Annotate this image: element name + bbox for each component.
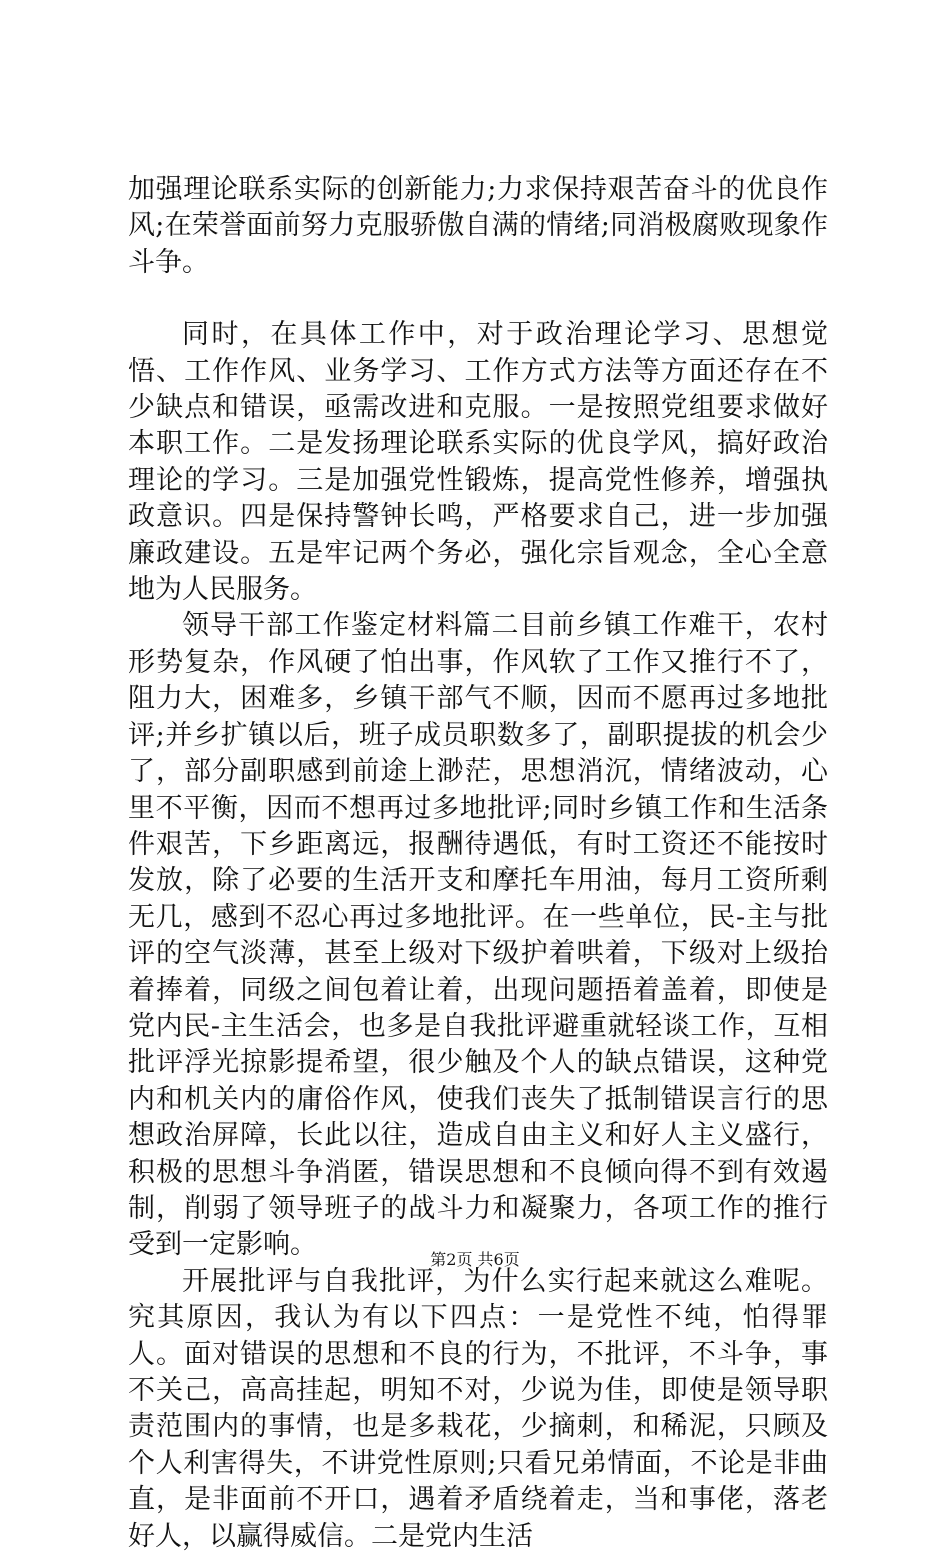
paragraph: 开展批评与自我批评，为什么实行起来就这么难呢。究其原因，我认为有以下四点：一是党性不纯，怕得罪人。面对错误的思想和不良的行为，不批评，不斗争，事不关己，高高挂起，明知不对，少说为佳，即使是领导职责范围内的事情，也是多栽花，少摘刺，和稀泥，只顾及个人利害得失，不讲党性原则;只看兄弟情面，不论是非曲直，是非面前不开口，遇着矛盾绕着走，当和事佬，落老好人，以赢得威信。二是党内生活 xyxy=(128,1265,828,1552)
page-number-footer: 第2页 共6页 xyxy=(430,1250,520,1269)
document-body xyxy=(128,172,828,1555)
paragraph: 领导干部工作鉴定材料篇二目前乡镇工作难干，农村形势复杂，作风硬了怕出事，作风软了工作又推行不了，阻力大，困难多，乡镇干部气不顺，因而不愿再过多地批评;并乡扩镇以后，班子成员职数多了，副职提拔的机会少了，部分副职感到前途上渺茫，思想消沉，情绪波动，心里不平衡，因而不想再过多地批评;同时乡镇工作和生活条件艰苦，下乡距离远，报酬待遇低，有时工资还不能按时发放，除了必要的生活开支和摩托车用油，每月工资所剩无几，感到不忍心再过多地批评。在一些单位，民-主与批评的空气淡薄，甚至上级对下级护着哄着，下级对上级抬着捧着，同级之间包着让着，出现问题捂着盖着，即使是党内民-主生活会，也多是自我批评避重就轻谈工作，互相批评浮光掠影提希望，很少触及个人的缺点错误，这种党内和机关内的庸俗作风，使我们丧失了抵制错误言行的思想政治屏障，长此以往，造成自由主义和好人主义盛行，积极的思想斗争消匿，错误思想和不良倾向得不到有效遏制，削弱了领导班子的战斗力和凝聚力，各项工作的推行受到一定影响。 xyxy=(128,610,828,1261)
paragraph: 加强理论联系实际的创新能力;力求保持艰苦奋斗的优良作风;在荣誉面前努力克服骄傲自满的情绪;同消极腐败现象作斗争。 xyxy=(128,174,828,278)
paragraph: 同时，在具体工作中，对于政治理论学习、思想觉悟、工作作风、业务学习、工作方式方法等方面还存在不少缺点和错误，亟需改进和克服。一是按照党组要求做好本职工作。二是发扬理论联系实际的优良学风，搞好政治理论的学习。三是加强党性锻炼，提高党性修养，增强执政意识。四是保持警钟长鸣，严格要求自己，进一步加强廉政建设。五是牢记两个务必，强化宗旨观念，全心全意地为人民服务。 xyxy=(128,319,828,606)
